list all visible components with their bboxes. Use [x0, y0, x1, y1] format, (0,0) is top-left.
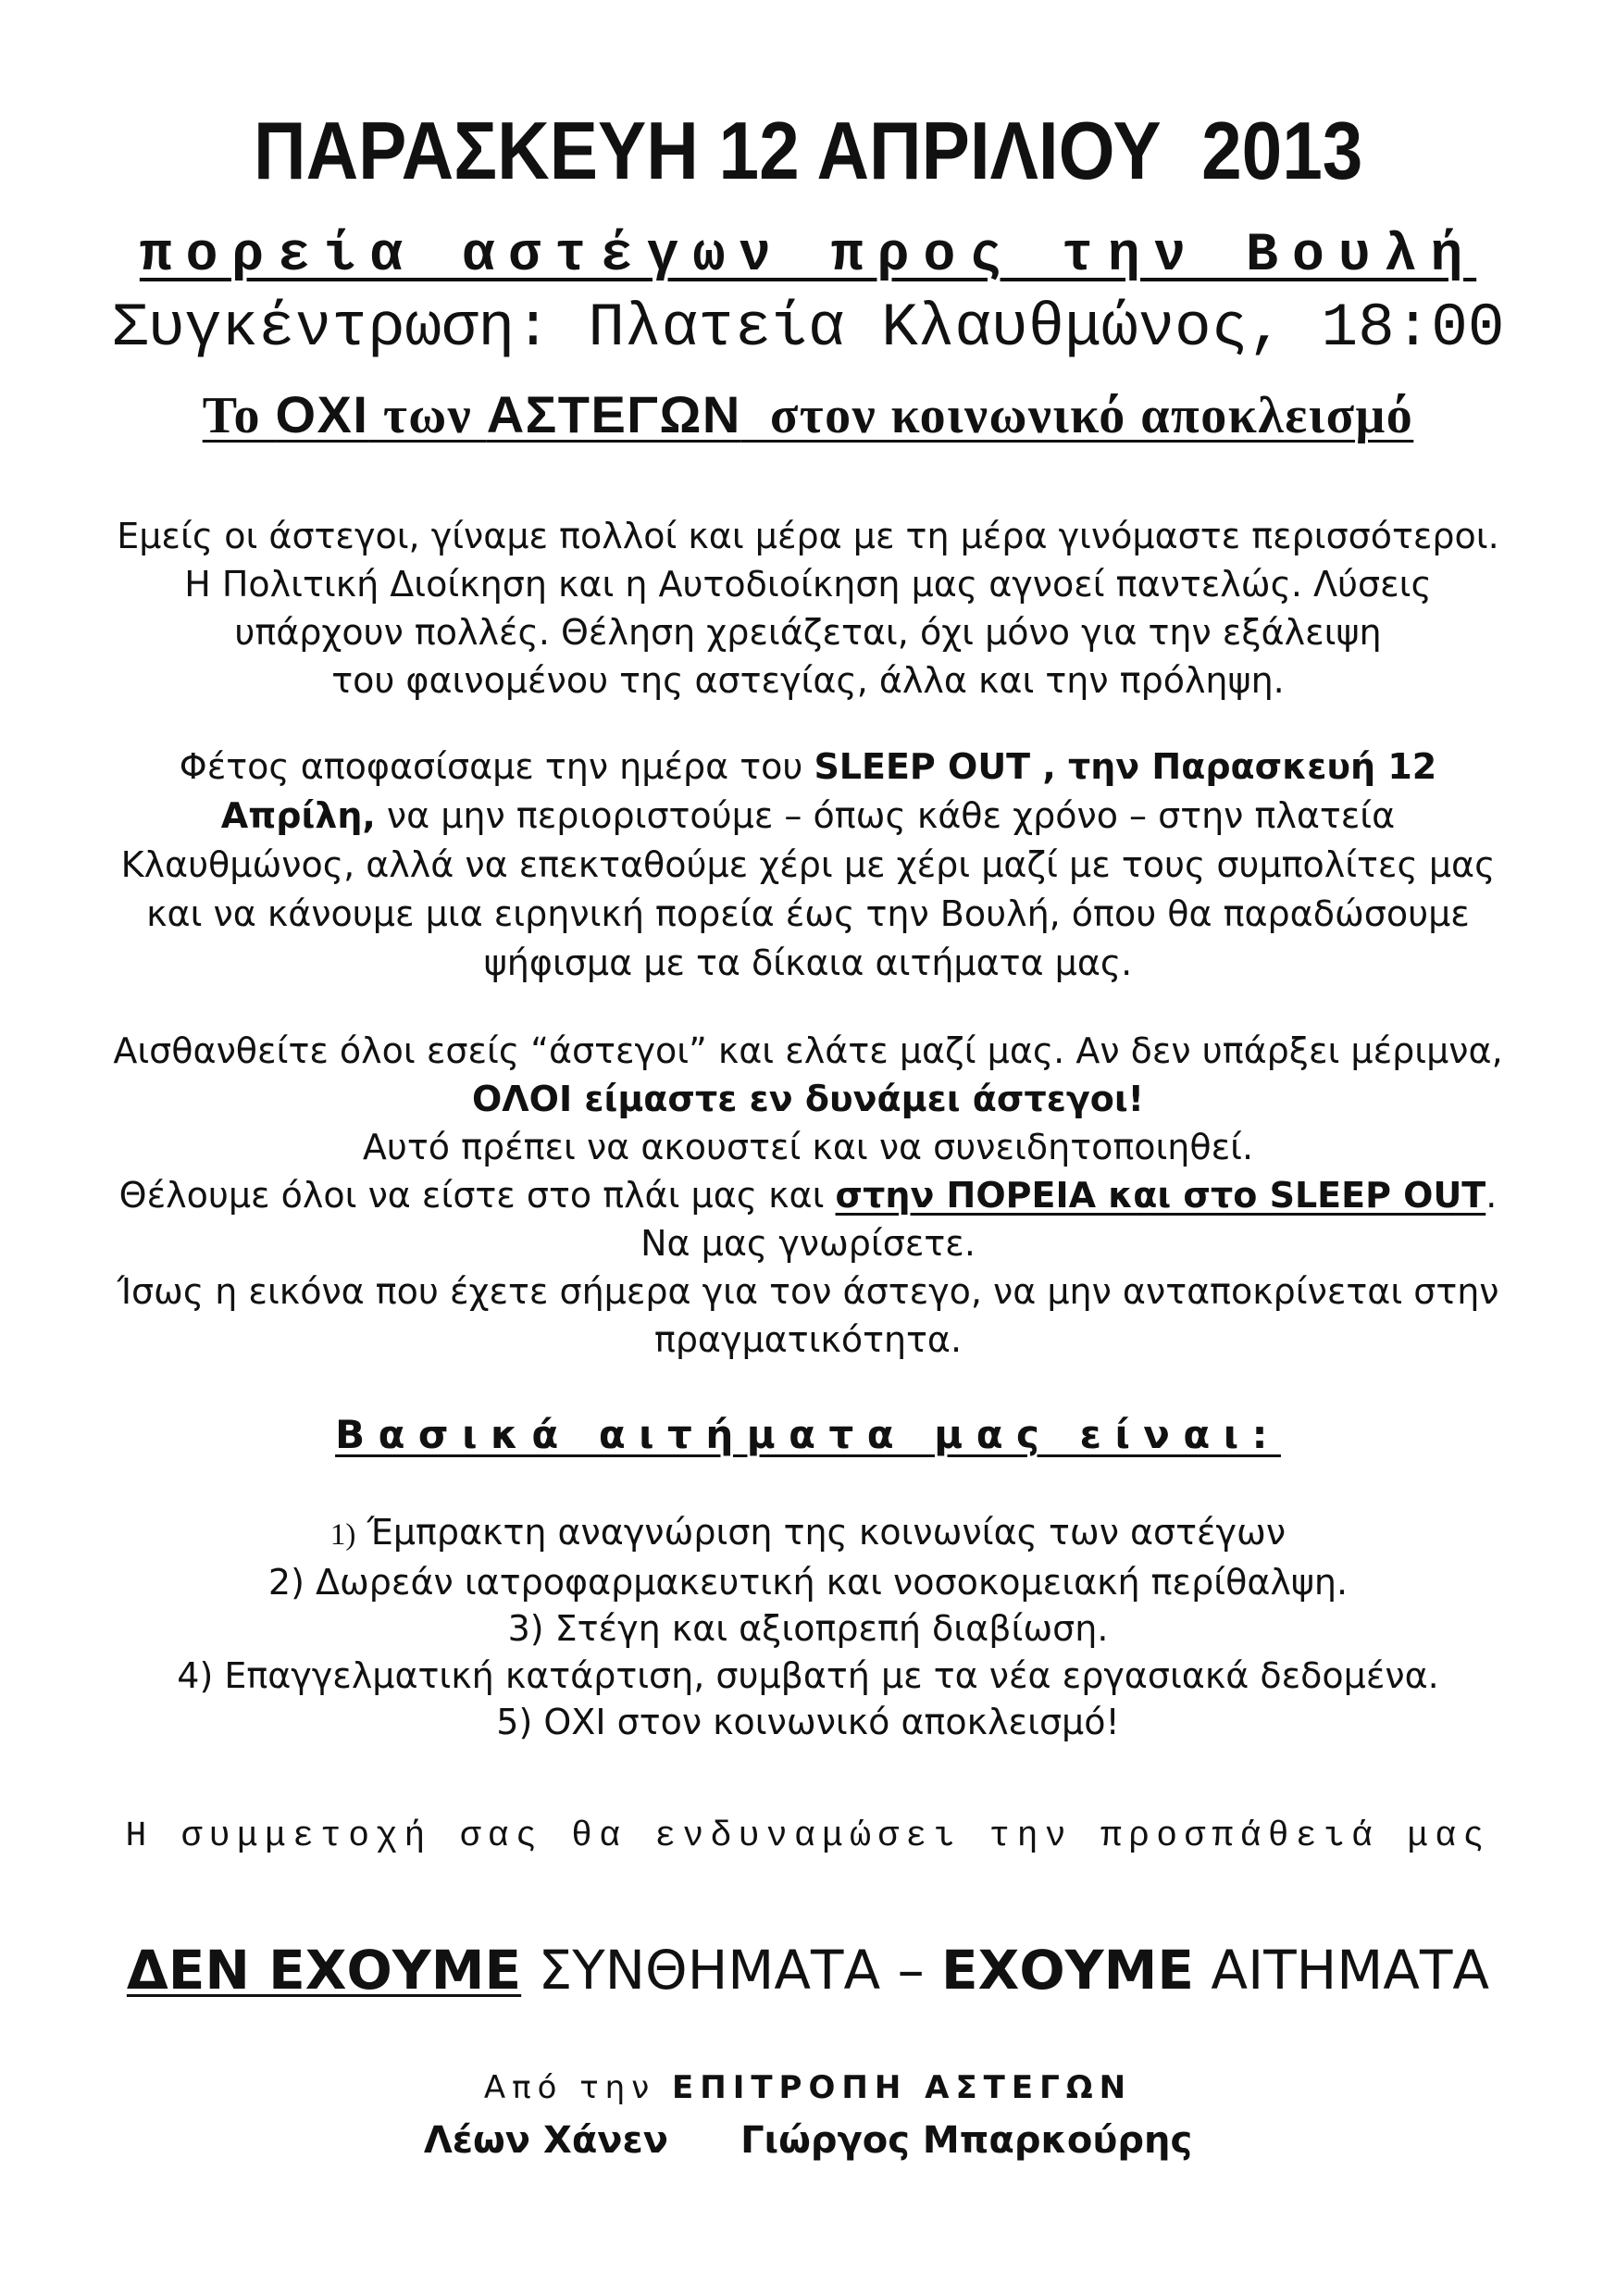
slogan-word-astegon: ΑΣΤΕΓΩΝ: [486, 385, 741, 443]
slogan-underlined: [203, 387, 1414, 444]
demand-number: 2): [267, 1561, 305, 1603]
slogan-heading: [0, 382, 1616, 448]
signature-committee: ΕΠΙΤΡΟΠΗ ΑΣΤΕΓΩΝ: [672, 2069, 1133, 2106]
signature-from-line: [0, 2066, 1616, 2109]
announcement-line-2-bold: Απρίλη,: [220, 795, 376, 836]
intro-line-2: Η Πολιτική Διοίκηση και η Αυτοδιοίκηση μας αγνοεί παντελώς. Λύσεις: [184, 564, 1432, 605]
motto-bold-2: ΕΧΟΥΜΕ: [941, 1939, 1194, 2002]
motto-line: [0, 1938, 1616, 2003]
appeal-line-5: Να μας γνωρίσετε.: [640, 1223, 976, 1264]
announcement-line-1-text: Φέτος αποφασίσαμε την ημέρα του: [179, 746, 814, 787]
demand-item-2: [0, 1559, 1616, 1606]
intro-line-1: Εμείς οι άστεγοι, γίναμε πολλοί και μέρα με τη μέρα γινόμαστε περισσότεροι.: [117, 516, 1499, 556]
demands-heading-text: Βασικά αιτήματα μας είναι:: [335, 1412, 1281, 1457]
slogan-word-oxi: ΟΧΙ: [275, 385, 369, 443]
demand-number: 5): [496, 1702, 533, 1742]
announcement-line-1-bold: SLEEP OUT , την Παρασκευή 12: [814, 746, 1437, 787]
motto-text-1: ΣΥΝΘΗΜΑΤΑ –: [521, 1939, 942, 2002]
appeal-line-4: [0, 1171, 1616, 1219]
event-date-text: ΠΑΡΑΣΚΕΥΗ 12 ΑΠΡΙΛΙΟΥ 2013: [253, 105, 1363, 196]
march-heading-text: πορεία αστέγων προς την Βουλή: [139, 226, 1477, 286]
participation-line: [0, 1814, 1616, 1860]
appeal-line-1: Αισθανθείτε όλοι εσείς “άστεγοι” και ελάτε μαζί μας. Αν δεν υπάρξει μέριμνα,: [113, 1030, 1503, 1071]
motto-bold-1: ΔΕΝ ΕΧΟΥΜΕ: [126, 1939, 522, 2002]
intro-line-4: του φαινομένου της αστεγίας, άλλα και την πρόληψη.: [331, 660, 1285, 701]
slogan-rest: στον κοινωνικό αποκλεισμό: [740, 387, 1414, 444]
announcement-line-3: Κλαυθμώνος, αλλά να επεκταθούμε χέρι με χέρι μαζί με τους συμπολίτες μας: [120, 844, 1496, 885]
demand-number: 3): [507, 1608, 544, 1649]
demands-list: [0, 1509, 1616, 1746]
gathering-info: [0, 292, 1616, 366]
announcement-line-4: και να κάνουμε μια ειρηνική πορεία έως την Βουλή, όπου θα παραδώσουμε: [146, 893, 1470, 934]
demand-text: Στέγη και αξιοπρεπή διαβίωση.: [543, 1608, 1109, 1649]
participation-text: Η συμμετοχή σας θα ενδυναμώσει την προσπάθειά μας: [125, 1816, 1491, 1856]
appeal-line-2-bold: ΟΛΟΙ είμαστε εν δυνάμει άστεγοι!: [471, 1079, 1145, 1119]
demand-text: Έμπρακτη αναγνώριση της κοινωνίας των αστέγων: [355, 1512, 1287, 1553]
appeal-line-4-highlight: στην ΠΟΡΕΙΑ και στο SLEEP OUT: [835, 1175, 1486, 1216]
appeal-line-6: Ίσως η εικόνα που έχετε σήμερα για τον άστεγο, να μην ανταποκρίνεται στην: [117, 1271, 1499, 1312]
appeal-line-4-text: Θέλουμε όλοι να είστε στο πλάι μας και: [118, 1175, 836, 1216]
appeal-line-7: πραγματικότητα.: [653, 1319, 963, 1360]
demand-text: Δωρεάν ιατροφαρμακευτική και νοσοκομειακή περίθαλψη.: [304, 1561, 1349, 1603]
announcement-line-5: ψήφισμα με τα δίκαια αιτήματα μας.: [483, 942, 1133, 983]
announcement-paragraph: [0, 742, 1616, 988]
event-date-heading: [0, 105, 1616, 197]
demands-heading: [0, 1409, 1616, 1461]
demand-item-5: [0, 1699, 1616, 1746]
appeal-line-4-end: .: [1485, 1175, 1498, 1216]
signature-from: Από την: [483, 2069, 673, 2106]
demand-number: 1): [329, 1518, 356, 1552]
demand-item-4: [0, 1653, 1616, 1700]
motto-text-2: ΑΙΤΗΜΑΤΑ: [1194, 1939, 1490, 2002]
announcement-line-1: [0, 742, 1616, 792]
intro-line-3: υπάρχουν πολλές. Θέληση χρειάζεται, όχι μόνο για την εξάλειψη: [234, 612, 1382, 653]
march-heading: [0, 223, 1616, 290]
signature-name-2: Γιώργος Μπαρκούρης: [740, 2119, 1193, 2162]
slogan-word-ton: των: [368, 387, 487, 444]
intro-paragraph: [0, 512, 1616, 705]
appeal-paragraph: [0, 1027, 1616, 1364]
announcement-line-2-text: να μην περιοριστούμε – όπως κάθε χρόνο – στην πλατεία: [375, 795, 1396, 836]
slogan-word-to: Το: [202, 387, 276, 444]
gathering-info-text: Συγκέντρωση: Πλατεία Κλαυθμώνος, 18:00: [111, 293, 1505, 363]
announcement-line-2: [0, 792, 1616, 841]
demand-item-1: [0, 1509, 1616, 1559]
demand-item-3: [0, 1605, 1616, 1653]
signature-names-line: [0, 2116, 1616, 2165]
appeal-line-3: Αυτό πρέπει να ακουστεί και να συνειδητοποιηθεί.: [362, 1127, 1254, 1167]
demand-text: ΟΧΙ στον κοινωνικό αποκλεισμό!: [532, 1702, 1120, 1742]
demand-number: 4): [177, 1654, 214, 1696]
signature-name-1: Λέων Χάνεν: [423, 2119, 669, 2162]
demand-text: Επαγγελματική κατάρτιση, συμβατή με τα νέα εργασιακά δεδομένα.: [213, 1654, 1439, 1696]
